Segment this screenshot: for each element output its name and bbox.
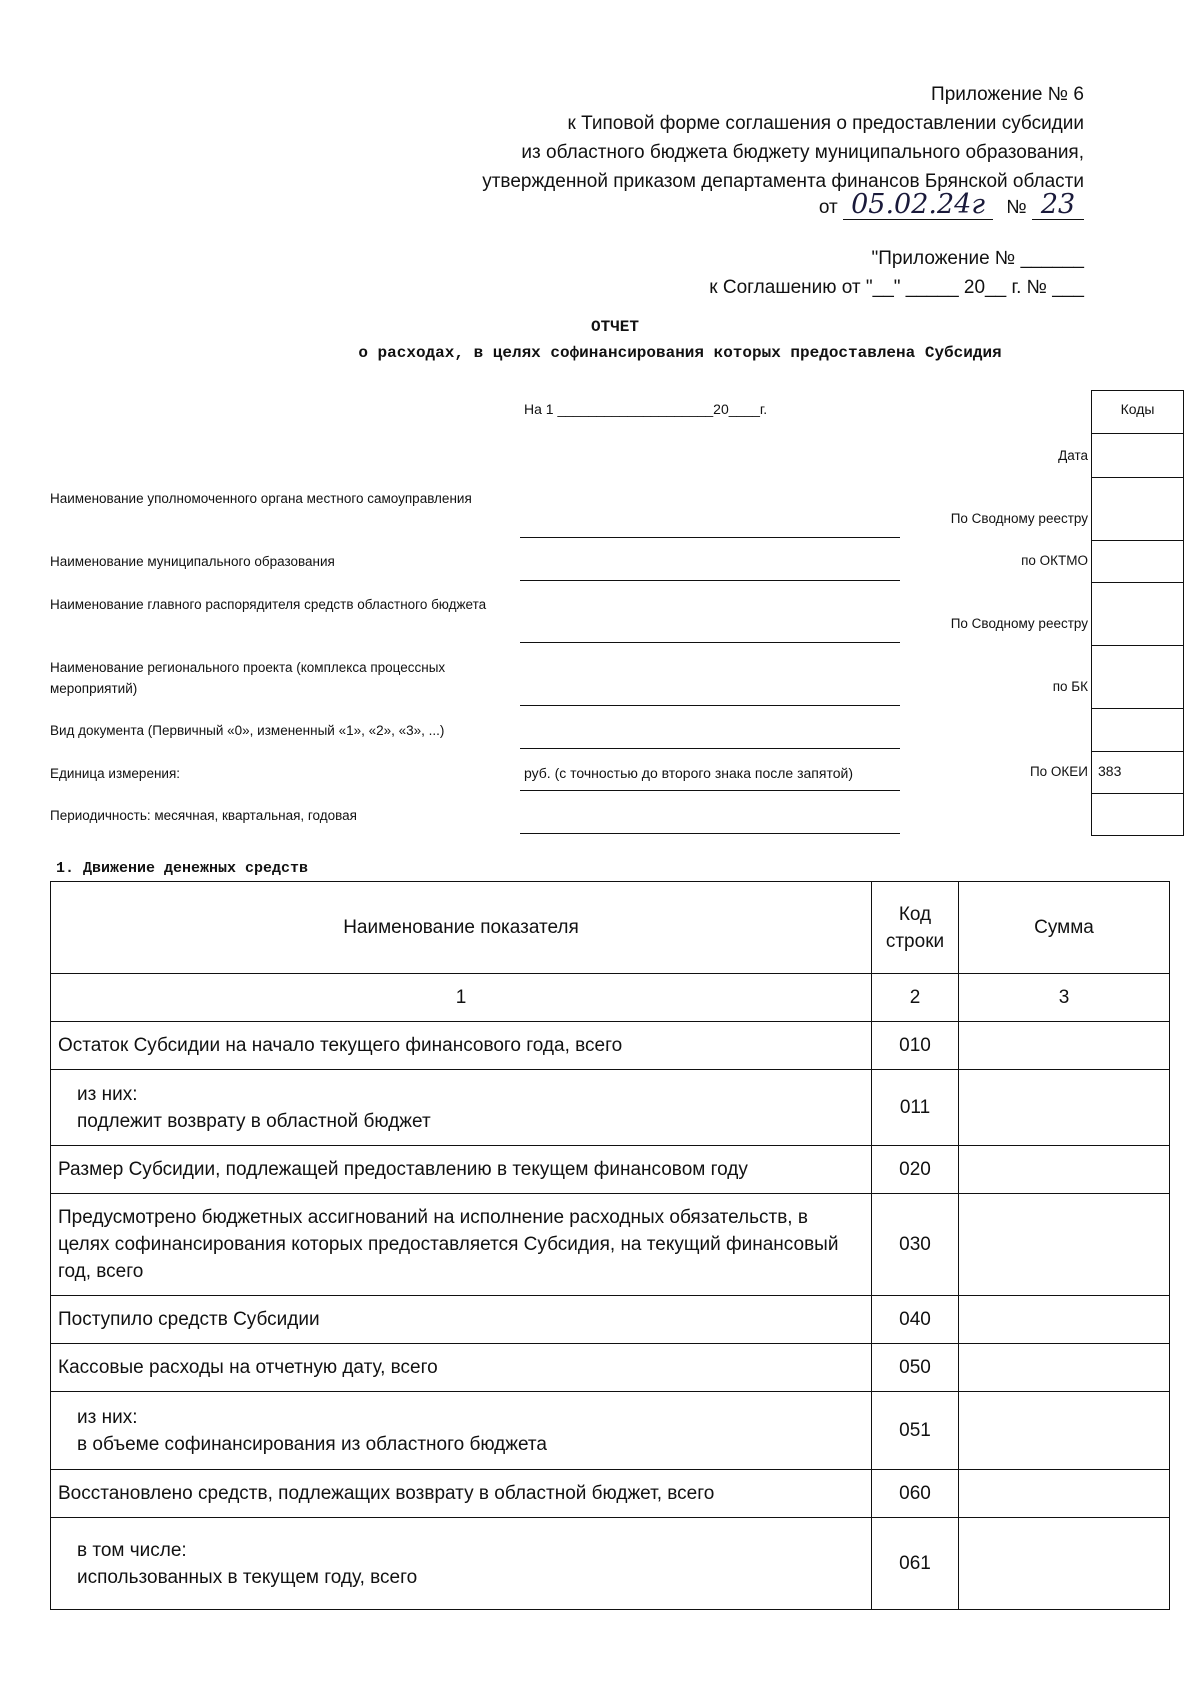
table-row <box>51 1470 1170 1518</box>
annex-line-2: к Типовой форме соглашения о предоставлении субсидии <box>567 113 1084 134</box>
field-line-document-type[interactable] <box>520 748 900 749</box>
report-title: ОТЧЕТ <box>590 318 639 336</box>
row-code: 011 <box>872 1070 959 1146</box>
codes-header: Коды <box>1120 401 1155 417</box>
handwritten-number: 23 <box>1032 190 1084 220</box>
row-code: 061 <box>872 1518 959 1610</box>
date-prefix: от <box>818 197 838 218</box>
row-sum-cell[interactable] <box>959 1296 1170 1344</box>
row-name: Предусмотрено бюджетных ассигнований на исполнение расходных обязательств, в целях софинансирования которых предоставляется Субсидия, на текущий финансовый год, всего <box>51 1194 872 1296</box>
report-subtitle: о расходах, в целях софинансирования которых предоставлена Субсидия <box>358 344 1002 362</box>
codes-row-divider <box>1092 708 1183 709</box>
row-name: из них: в объеме софинансирования из областного бюджета <box>51 1392 872 1470</box>
annex-header <box>482 80 1084 222</box>
annex-line-3: из областного бюджета бюджету муниципального образования, <box>521 142 1084 163</box>
row-code: 020 <box>872 1146 959 1194</box>
agreement-annex <box>709 244 1084 302</box>
row-sum-cell[interactable] <box>959 1518 1170 1610</box>
table-row <box>51 1392 1170 1470</box>
row-sum-cell[interactable] <box>959 1392 1170 1470</box>
row-code: 050 <box>872 1344 959 1392</box>
column-number: 3 <box>959 974 1170 1022</box>
code-label-bk: по БК <box>1052 679 1088 694</box>
row-code: 040 <box>872 1296 959 1344</box>
row-code: 051 <box>872 1392 959 1470</box>
field-label-regional-project: Наименование регионального проекта (комплекса процессных мероприятий) <box>50 660 446 696</box>
field-label-periodicity: Периодичность: месячная, квартальная, годовая <box>50 808 357 823</box>
row-name: Остаток Субсидии на начало текущего финансового года, всего <box>51 1022 872 1070</box>
okei-code-value: 383 <box>1098 763 1122 779</box>
table-row <box>51 1296 1170 1344</box>
codes-row-divider <box>1092 645 1183 646</box>
annex-line-4: утвержденной приказом департамента финансов Брянской области <box>482 171 1084 192</box>
field-label-main-distributor: Наименование главного распорядителя средств областного бюджета <box>50 597 487 612</box>
row-sum-cell[interactable] <box>959 1070 1170 1146</box>
row-sum-cell[interactable] <box>959 1022 1170 1070</box>
row-code: 030 <box>872 1194 959 1296</box>
field-label-unit: Единица измерения: <box>50 766 181 781</box>
field-line-regional-project[interactable] <box>520 705 900 706</box>
row-sum-cell[interactable] <box>959 1194 1170 1296</box>
table-row <box>51 1194 1170 1296</box>
code-label-date: Дата <box>1058 448 1088 463</box>
code-label-registry: По Сводному реестру <box>950 511 1088 526</box>
table-row <box>51 1070 1170 1146</box>
cash-flow-table <box>50 881 1170 1610</box>
code-label-okei: По ОКЕИ <box>1029 764 1088 779</box>
codes-row-divider <box>1092 793 1183 794</box>
field-label-municipality: Наименование муниципального образования <box>50 554 335 569</box>
table-row <box>51 1518 1170 1610</box>
codes-row-divider <box>1092 582 1183 583</box>
agreement-annex-line-1: "Приложение № ______ <box>871 248 1084 269</box>
section-title: 1. Движение денежных средств <box>56 860 309 877</box>
row-sum-cell[interactable] <box>959 1146 1170 1194</box>
codes-row-divider <box>1092 433 1183 434</box>
row-code: 010 <box>872 1022 959 1070</box>
code-label-oktmo: по ОКТМО <box>1021 553 1088 568</box>
row-sum-cell[interactable] <box>959 1344 1170 1392</box>
table-row <box>51 1022 1170 1070</box>
report-date-line: На 1 ____________________20____г. <box>524 401 768 417</box>
code-label-registry: По Сводному реестру <box>950 616 1088 631</box>
table-row <box>51 1146 1170 1194</box>
row-name: Размер Субсидии, подлежащей предоставлению в текущем финансовом году <box>51 1146 872 1194</box>
codes-row-divider <box>1092 540 1183 541</box>
field-line-periodicity[interactable] <box>520 833 900 834</box>
number-prefix: № <box>1006 197 1027 218</box>
header-sum: Сумма <box>959 882 1170 974</box>
codes-row-divider <box>1092 751 1183 752</box>
row-name: из них: подлежит возврату в областной бюджет <box>51 1070 872 1146</box>
row-name: Поступило средств Субсидии <box>51 1296 872 1344</box>
column-number: 1 <box>51 974 872 1022</box>
field-label-authority: Наименование уполномоченного органа местного самоуправления <box>50 491 472 506</box>
header-row-code: Код строки <box>872 882 959 974</box>
table-row <box>51 1344 1170 1392</box>
field-line-authority[interactable] <box>520 537 900 538</box>
field-line-municipality[interactable] <box>520 580 900 581</box>
row-name: в том числе: использованных в текущем году, всего <box>51 1518 872 1610</box>
header-indicator-name: Наименование показателя <box>51 882 872 974</box>
codes-row-divider <box>1092 477 1183 478</box>
annex-line-1: Приложение № 6 <box>931 84 1084 105</box>
row-code: 060 <box>872 1470 959 1518</box>
row-sum-cell[interactable] <box>959 1470 1170 1518</box>
codes-box <box>1091 390 1184 836</box>
row-name: Кассовые расходы на отчетную дату, всего <box>51 1344 872 1392</box>
field-line-unit <box>520 790 900 791</box>
unit-value: руб. (с точностью до второго знака после запятой) <box>524 765 853 781</box>
field-line-main-distributor[interactable] <box>520 642 900 643</box>
row-name: Восстановлено средств, подлежащих возврату в областной бюджет, всего <box>51 1470 872 1518</box>
table-column-numbers-row <box>51 974 1170 1022</box>
agreement-annex-line-2: к Соглашению от "__" _____ 20__ г. № ___ <box>709 277 1084 298</box>
handwritten-date: 05.02.24г <box>843 190 993 220</box>
table-header-row <box>51 882 1170 974</box>
column-number: 2 <box>872 974 959 1022</box>
field-label-document-type: Вид документа (Первичный «0», измененный «1», «2», «3», ...) <box>50 723 445 738</box>
